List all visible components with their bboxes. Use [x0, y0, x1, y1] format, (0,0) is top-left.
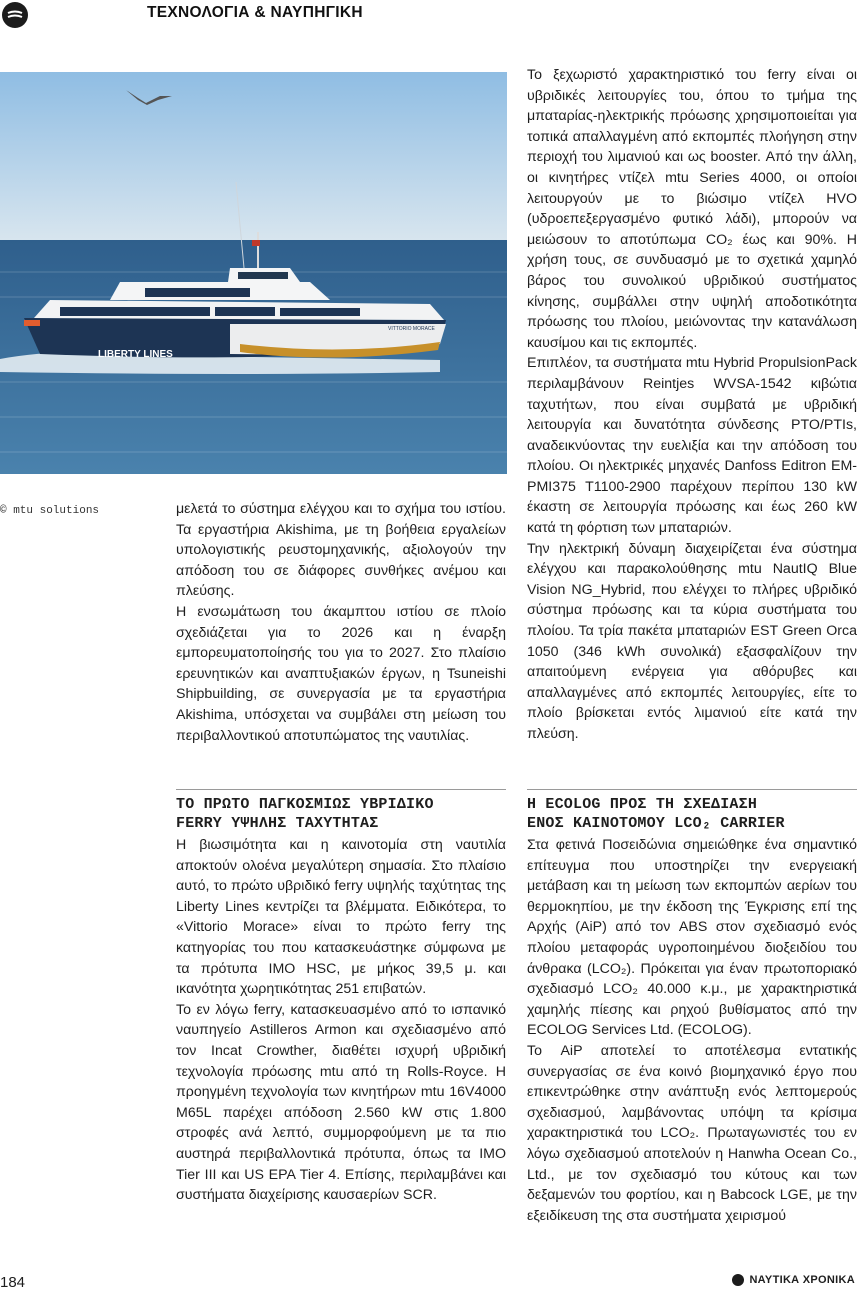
- article-column-right-top: [527, 65, 857, 745]
- paragraph: Το εν λόγω ferry, κατασκευασμένο από το ισπανικό ναυπηγείο Astilleros Armon και σχεδιασμένο από τον Incat Crowther, διαθέτει ισχυρή υβριδική τεχνολογία πρόωσης mtu από τη Rolls-Royce. Η προηγμένη τεχνολογία των κινητήρων mtu 16V4000 M65L παρέχει απόδοση 2.560 kW στις 1.800 στροφές ανά λεπτό, συμμορφούμενη με τα πιο αυστηρά περιβαλλοντικά πρότυπα, όπως τα IMO Tier III και US EPA Tier 4. Επίσης, περιλαμβάνει και συστήματα διαχείρισης καυσαερίων SCR.: [176, 1001, 506, 1204]
- article-column-left-bottom: [176, 789, 506, 1206]
- article-column-left-top: [176, 499, 506, 746]
- page-number: 184: [0, 1274, 26, 1291]
- paragraph: μελετά το σύστημα ελέγχου και το σχήμα του ιστίου. Τα εργαστήρια Akishima, με τη βοήθεια εργαλείων υπολογιστικής ρευστομηχανικής, αξιολογούν την απόδοση του σε διάφορες συνθήκες ανέμου και πλεύσης.: [176, 501, 506, 600]
- sky: [0, 72, 507, 244]
- magazine-logo-icon: [2, 2, 28, 28]
- section-title: ΤΕΧΝΟΛΟΓΙΑ & ΝΑΥΠΗΓΙΚΗ: [147, 4, 363, 21]
- paragraph: Το ξεχωριστό χαρακτηριστικό του ferry είναι οι υβριδικές λειτουργίες του, όπου το τμήμα της μπαταρίας-ηλεκτρικής πρόωσης χρησιμοποιείται για τοπικά απαλλαγμένη από εκπομπές πλοήγηση στην περιοχή του λιμανιού και ως booster. Από την άλλη, οι κινητήρες ντίζελ mtu Series 4000, οι οποίοι λειτουργούν με το βιώσιμο ντίζελ HVO (υδροεπεξεργασμένο φυτικό λάδι), μπορούν να μειώσουν το αποτύπωμα CO₂ έως και 90%. Η χρήση τους, σε συνδυασμό με το σχετικά χαμηλό βάρος του συνολικού υβριδικού συστήματος κίνησης, συμβάλλει στην υψηλή αποδοτικότητα πρόωσης του πλοίου, μειώνοντας την κατανάλωση καυσίμου και τις εκπομπές.: [527, 67, 857, 351]
- paragraph: Η βιωσιμότητα και η καινοτομία στη ναυτιλία αποκτούν ολοένα μεγαλύτερη σημασία. Στο πλαίσιο αυτό, το πρώτο υβριδικό ferry υψηλής ταχύτητας της Liberty Lines κεντρίζει τα βλέμματα. Ειδικότερα, το «Vittorio Morace» είναι το πρώτο ferry της κατηγορίας του που κατασκευάστηκε σύμφωνα με τα πρότυπα IMO HSC, με μήκος 39,5 μ. και ικανότητα χωρητικότητας 251 επιβατών.: [176, 837, 506, 998]
- paragraph: Επιπλέον, τα συστήματα mtu Hybrid PropulsionPack περιλαμβάνουν Reintjes WVSA-1542 κιβώτια ταχυτήτων, που είναι συμβατά με υβριδική λειτουργία και δυνατότητα σύνδεσης PTO/PTIs, αναδεικνύοντας την ευελιξία και την απόδοση του πλοίου. Οι ηλεκτρικές μηχανές Danfoss Editron EM-PMI375 T1100-2900 παρέχουν περίπου 130 kW έκαστη σε λειτουργία πρόωσης και έως 260 kW κατά τη φόρτιση των μπαταριών.: [527, 355, 857, 537]
- photo-credit: © mtu solutions: [0, 505, 100, 517]
- section-heading: [176, 795, 506, 833]
- section-heading: [527, 795, 857, 833]
- article-column-right-bottom: [527, 789, 857, 1226]
- brand-logo-icon: [732, 1274, 744, 1286]
- ship-name-text: VITTORIO MORACE: [388, 326, 435, 332]
- footer-brand: [732, 1274, 855, 1286]
- heading-line: ΤΟ ΠΡΩΤΟ ΠΑΓΚΟΣΜΙΩΣ ΥΒΡΙΔΙΚΟ: [176, 796, 434, 813]
- section-divider: [176, 789, 506, 790]
- section-divider: [527, 789, 857, 790]
- heading-line: FERRY ΥΨΗΛΗΣ ΤΑΧΥΤΗΤΑΣ: [176, 815, 379, 832]
- heading-line: Η ECOLOG ΠΡΟΣ ΤΗ ΣΧΕΔΙΑΣΗ: [527, 796, 758, 813]
- hull-brand-text: LIBERTY LINES: [98, 349, 173, 360]
- paragraph: Στα φετινά Ποσειδώνια σημειώθηκε ένα σημαντικό επίτευγμα που υποστηρίζει την ενεργειακή μετάβαση και τη μείωση των εκπομπών αερίων του θερμοκηπίου, με την έκδοση της Έγκρισης επί της Αρχής (AiP) από τον ABS στον σχεδιασμό ενός πλοίου μεταφοράς υγροποιημένου διοξειδίου του άνθρακα (LCO₂). Πρόκειται για έναν πρωτοποριακό σχεδιασμό LCO₂ 40.000 κ.μ., με χαρακτηριστικά χαμηλής πίεσης και ρηχού βυθίσματος από την ECOLOG Services Ltd. (ECOLOG).: [527, 837, 857, 1039]
- ferry-photo: [0, 72, 507, 474]
- brand-name: ΝΑΥΤΙΚΑ ΧΡΟΝΙΚΑ: [749, 1274, 855, 1286]
- paragraph: Το AiP αποτελεί το αποτέλεσμα εντατικής συνεργασίας σε ένα κοινό βιομηχανικό έργο που επικεντρώθηκε στην ανάπτυξη ενός λεπτομερούς σχεδιασμού, λαμβάνοντας υπόψη τα κρίσιμα χαρακτηριστικά του LCO₂. Πρωταγωνιστές του εν λόγω σχεδιασμού αποτελούν η Hanwha Ocean Co., Ltd., με τον σχεδιασμό του κύτους και των δεξαμενών του φορτίου, και η Babcock LGE, με την εξειδίκευση της στα συστήματα χειρισμού: [527, 1042, 857, 1224]
- paragraph: Η ενσωμάτωση του άκαμπτου ιστίου σε πλοίο σχεδιάζεται για το 2026 και η έναρξη εμπορευματοποίησής του για το 2027. Στο πλαίσιο ερευνητικών και αναπτυξιακών έργων, η Tsuneishi Shipbuilding, σε συνεργασία με τα εργαστήρια Akishima, υπόσχεται να συμβάλει στη μείωση του περιβαλλοντικού αποτυπώματος της ναυτιλίας.: [176, 603, 506, 744]
- heading-line: ΕΝΟΣ ΚΑΙΝΟΤΟΜΟΥ LCO₂ CARRIER: [527, 815, 785, 832]
- paragraph: Την ηλεκτρική δύναμη διαχειρίζεται ένα σύστημα ελέγχου και παρακολούθησης mtu NautIQ Blue Vision NG_Hybrid, που ελέγχει το πλήρες υβριδικό σύστημα πρόωσης και τα κύρια συστήματα του πλοίου. Τα τρία πακέτα μπαταριών EST Green Orca 1050 (346 kWh συνολικά) εξασφαλίζουν την απαιτούμενη ενέργεια για αθόρυβες και απαλλαγμένες από εκπομπές λειτουργίες, είτε το πλοίο βρίσκεται εντός λιμανιού είτε κατά την πλεύση.: [527, 540, 857, 742]
